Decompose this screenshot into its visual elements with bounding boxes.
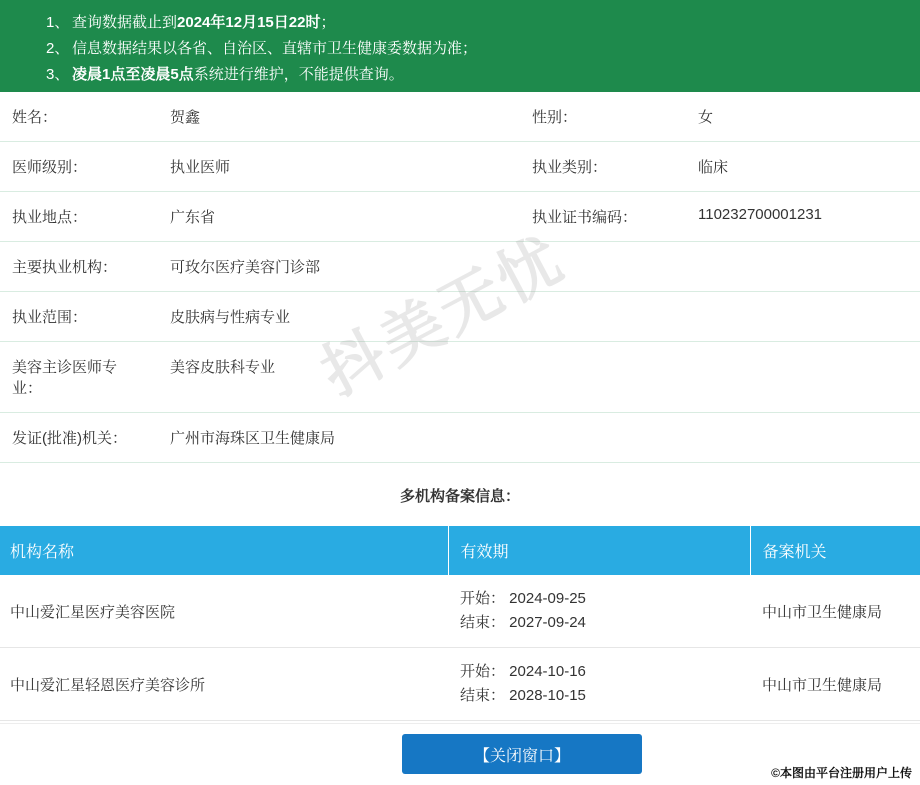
field-label-practice-category: 执业类别： [520,142,686,192]
upload-credit-text: ©本图由平台注册用户上传 [771,766,912,780]
notice-number-2: 2、 [46,40,70,57]
notice-text-1-pre: 查询数据截止到 [72,14,178,31]
field-value-gender: 女 [686,92,920,142]
cell-institution-name: 中山爱汇星医疗美容医院 [0,575,448,648]
table-row [0,142,920,192]
field-value-cosmetic-specialty: 美容皮肤科专业 [158,342,920,413]
doctor-info-table [0,92,920,463]
notice-text-3-post: 系统进行维护，不能提供查询。 [193,66,404,83]
table-row [0,242,920,292]
field-value-primary-institution: 可玫尔医疗美容门诊部 [158,242,920,292]
field-label-name: 姓名： [0,92,158,142]
table-header-row [0,526,920,575]
validity-end: 结束： 2027-09-24 [460,614,586,631]
footer-bar [0,723,920,785]
notice-line-2 [0,36,920,62]
field-label-practice-location: 执业地点： [0,192,158,242]
validity-end: 结束： 2028-10-15 [460,687,586,704]
table-row [0,292,920,342]
notice-text-1-strong: 2024年12月15日22时 [177,14,321,31]
table-row [0,648,920,721]
field-label-gender: 性别： [520,92,686,142]
table-row [0,575,920,648]
notice-number-1: 1、 [46,14,70,31]
table-row [0,192,920,242]
field-value-license-number: 110232700001231 [686,192,920,242]
cell-record-authority: 中山市卫生健康局 [750,648,920,721]
validity-start: 开始： 2024-10-16 [460,663,586,680]
table-row [0,342,920,413]
column-header-institution-name: 机构名称 [0,526,448,575]
field-label-doctor-level: 医师级别： [0,142,158,192]
watermark: 抖美无忧 [309,221,577,410]
field-value-practice-category: 临床 [686,142,920,192]
notice-text-1-post: ； [320,14,336,31]
field-label-primary-institution: 主要执业机构： [0,242,158,292]
field-label-practice-scope: 执业范围： [0,292,158,342]
validity-start: 开始： 2024-09-25 [460,590,586,607]
table-row [0,92,920,142]
multi-institution-section-title: 多机构备案信息： [0,463,920,526]
field-value-doctor-level: 执业医师 [158,142,520,192]
field-value-name: 贺鑫 [158,92,520,142]
close-window-button[interactable]: 【关闭窗口】 [402,734,642,774]
field-value-issuing-authority: 广州市海珠区卫生健康局 [158,413,920,463]
field-label-issuing-authority: 发证(批准)机关： [0,413,158,463]
table-row [0,413,920,463]
notice-line-1 [0,10,920,36]
notice-line-3 [0,62,920,88]
notice-banner [0,0,920,92]
notice-text-3-strong: 凌晨1点至凌晨5点 [72,66,194,83]
notice-number-3: 3、 [46,66,70,83]
field-label-license-number: 执业证书编码： [520,192,686,242]
notice-text-2-pre: 信息数据结果以各省、自治区、直辖市卫生健康委数据为准； [72,40,478,57]
field-value-practice-scope: 皮肤病与性病专业 [158,292,920,342]
field-label-cosmetic-specialty: 美容主诊医师专业： [0,342,158,413]
multi-institution-table-wrapper [0,526,920,736]
column-header-record-authority: 备案机关 [750,526,920,575]
cell-validity-period [448,648,750,721]
cell-validity-period [448,575,750,648]
multi-institution-table [0,526,920,736]
column-header-validity-period: 有效期 [448,526,750,575]
cell-record-authority: 中山市卫生健康局 [750,575,920,648]
cell-institution-name: 中山爱汇星轻恩医疗美容诊所 [0,648,448,721]
field-value-practice-location: 广东省 [158,192,520,242]
